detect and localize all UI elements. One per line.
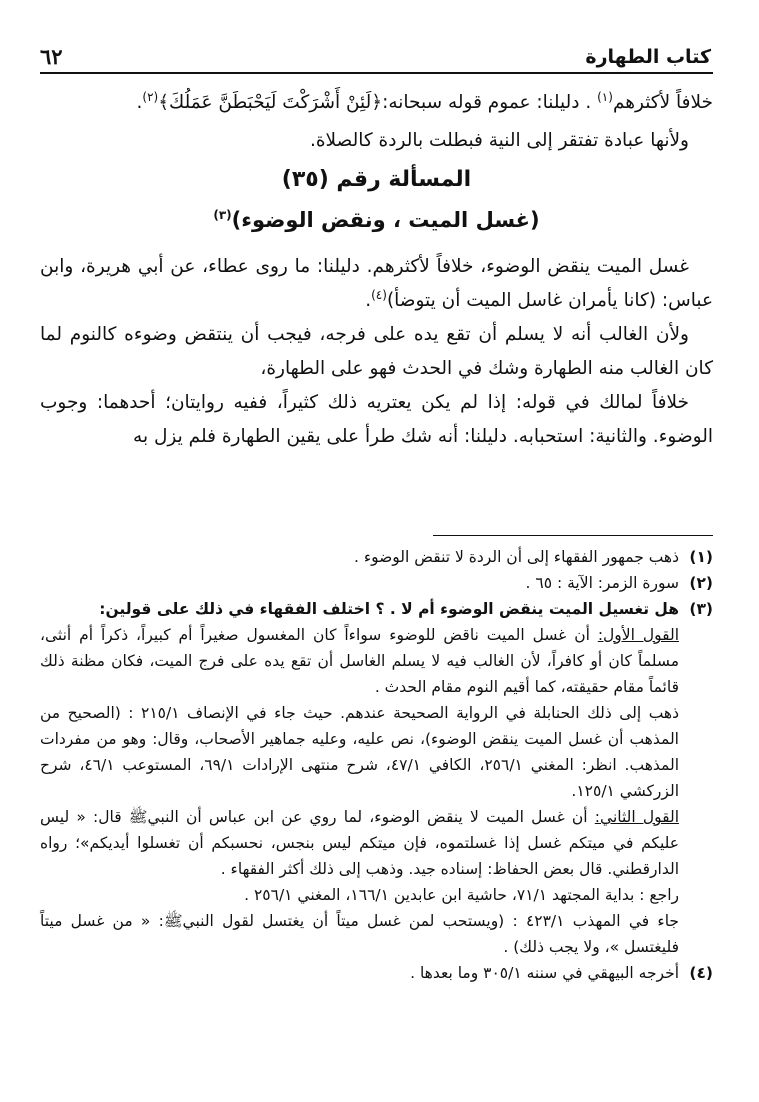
footnote-3-body — [40, 622, 713, 960]
paragraph-1: خلافاً لأكثرهم$^{(١)}$ . دليلنا: عموم قوله سبحانه:﴿لَئِنْ أَشْرَكْتَ لَيَحْبَطَنَّ عَمَلُكَ﴾$^{(٢)}$. — [136, 89, 713, 113]
first-opinion: القول الأول: أن غسل الميت ناقض للوضوء سواءاً كان المغسول صغيراً أم كبيراً، ذكراً أم أنثى، مسلماً كان أو كافراً، لأن الغالب فيه لا يسلم الغاسل أن تقع يده على فرج الميت، فكان مظنة ذلك قائماً مقام حقيقته، كما أقيم النوم مقام الحدث . — [40, 626, 680, 696]
footnotes — [40, 544, 713, 986]
footnote-separator — [433, 535, 713, 536]
main-text — [40, 86, 713, 454]
muhadhab-quote: جاء في المهذب ٤٢٣/١ : (ويستحب لمن غسل ميتاً أن يغتسل لقول النبيﷺ: « من غسل ميتاً فليغتسل »، ولا يجب ذلك) . — [40, 912, 679, 956]
footnote-1: (١) ذهب جمهور الفقهاء إلى أن الردة لا تنقض الوضوء . — [353, 548, 713, 566]
footnote-ref-2[interactable]: (٢) — [142, 89, 159, 104]
running-header — [40, 44, 713, 74]
footnote-ref-1[interactable]: (١) — [597, 89, 613, 104]
page-number: ٦٢ — [40, 44, 63, 69]
second-opinion: القول الثاني: أن غسل الميت لا ينقض الوضوء، لما روي عن ابن عباس أن النبيﷺ قال: « ليس عليكم في ميتكم غسل إذا غسلتموه، فإن ميتكم ليس بنجس، نحسبكم أن تغسلوا أيديكم»؛ رواه الدارقطني. قال بعض الحفاظ: إسناده جيد. وذهب إلى ذلك أكثر الفقهاء . — [40, 808, 679, 878]
hanabila-note: ذهب إلى ذلك الحنابلة في الرواية الصحيحة عندهم. حيث جاء في الإنصاف ٢١٥/١ : (الصحيح من المذهب أن غسل الميت ينقض الوضوء)، نص عليه، وعليه جماهير الأصحاب، وقال: وهو من مفردات المذهب. انظر: المغني ٢٥٦/١، الكافي ٤٧/١، شرح منتهى الإرادات ٦٩/١، المستوعب ٤٦/١، شرح الزركشي ١٢٥/١. — [40, 704, 680, 800]
footnote-2: (٢) سورة الزمر: الآية : ٦٥ . — [525, 574, 713, 592]
paragraph-3: غسل الميت ينقض الوضوء، خلافاً لأكثرهم. دليلنا: ما روى عطاء، عن أبي هريرة، وابن عباس: (كانا يأمران غاسل الميت أن يتوضأ)$^{(٤)}$. — [40, 256, 713, 311]
footnote-ref-3[interactable]: (٣) — [213, 208, 232, 222]
chapter-title: كتاب الطهارة — [585, 46, 711, 68]
quran-verse: ﴿لَئِنْ أَشْرَكْتَ لَيَحْبَطَنَّ عَمَلُكَ﴾ — [158, 92, 383, 113]
references: راجع : بداية المجتهد ٧١/١، حاشية ابن عابدين ١٦٦/١، المغني ٢٥٦/١ . — [244, 886, 679, 904]
issue-subtitle: (غسل الميت ، ونقض الوضوء)$^{(٣)}$ — [213, 208, 540, 232]
issue-title: المسألة رقم (٣٥) — [281, 167, 472, 192]
paragraph-4: ولأن الغالب أنه لا يسلم أن تقع يده على فرجه، فيجب أن ينتقض وضوءه كالنوم لما كان الغالب منه الطهارة وشك في الحدث فهو على الطهارة، — [40, 324, 713, 379]
paragraph-5: خلافاً لمالك في قوله: إذا لم يكن يعتريه ذلك كثيراً، ففيه روايتان؛ أحدهما: وجوب الوضوء. والثانية: استحبابه. دليلنا: أنه شك طرأ على يقين الطهارة فلم يزل به — [40, 392, 713, 447]
book-page — [40, 0, 713, 1102]
footnote-4: (٤) أخرجه البيهقي في سننه ٣٠٥/١ وما بعدها . — [410, 964, 713, 982]
footnote-ref-4[interactable]: (٤) — [371, 287, 387, 302]
footnote-3: (٣) هل تغسيل الميت ينقض الوضوء أم لا . ؟ اختلف الفقهاء في ذلك على قولين: — [99, 600, 713, 618]
paragraph-2: ولأنها عبادة تفتقر إلى النية فبطلت بالردة كالصلاة. — [309, 130, 689, 151]
